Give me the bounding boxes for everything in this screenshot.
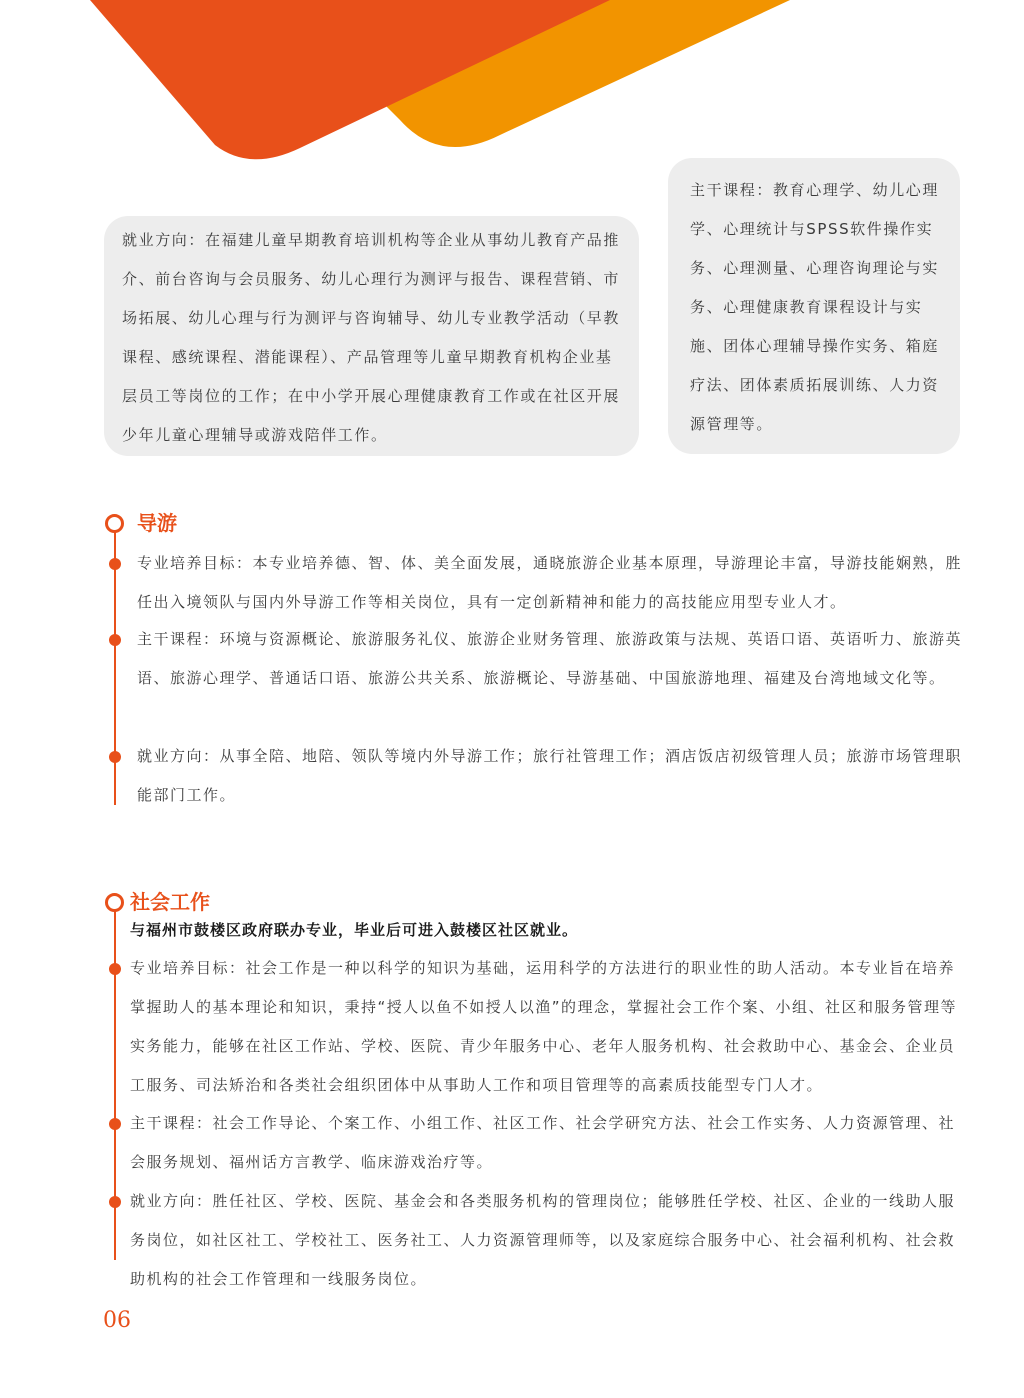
employment-direction-box bbox=[104, 216, 639, 456]
bullet-dot-icon bbox=[109, 963, 121, 975]
employment-direction-text: 就业方向：在福建儿童早期教育培训机构等企业从事幼儿教育产品推介、前台咨询与会员服务、幼儿心理行为测评与报告、课程营销、市场拓展、幼儿心理与行为测评与咨询辅导、幼儿专业教学活动（早教课程、感统课程、潜能课程）、产品管理等儿童早期教育机构企业基层员工等岗位的工作；在中小学开展心理健康教育工作或在社区开展少年儿童心理辅导或游戏陪伴工作。 bbox=[122, 231, 621, 444]
page-number: 06 bbox=[103, 1308, 131, 1333]
bullet-dot-icon bbox=[109, 558, 121, 570]
social-work-subtitle: 与福州市鼓楼区政府联办专业，毕业后可进入鼓楼区社区就业。 bbox=[130, 921, 579, 939]
social-work-ring-icon bbox=[105, 893, 124, 912]
social-work-title: 社会工作 bbox=[130, 890, 210, 914]
tour-guide-goal: 专业培养目标：本专业培养德、智、体、美全面发展，通晓旅游企业基本原理，导游理论丰富，导游技能娴熟，胜任出入境领队与国内外导游工作等相关岗位，具有一定创新精神和能力的高技能应用型专业人才。 bbox=[137, 554, 963, 611]
social-work-goal: 专业培养目标：社会工作是一种以科学的知识为基础，运用科学的方法进行的职业性的助人活动。本专业旨在培养掌握助人的基本理论和知识，秉持“授人以鱼不如授人以渔”的理念，掌握社会工作个案、小组、社区和服务管理等实务能力，能够在社区工作站、学校、医院、青少年服务中心、老年人服务机构、社会救助中心、基金会、企业员工服务、司法矫治和各类社会组织团体中从事助人工作和项目管理等的高素质技能型专门人才。 bbox=[130, 959, 958, 1094]
bullet-dot-icon bbox=[109, 1118, 121, 1130]
social-work-employment: 就业方向：胜任社区、学校、医院、基金会和各类服务机构的管理岗位；能够胜任学校、社区、企业的一线助人服务岗位，如社区社工、学校社工、医务社工、人力资源管理师等，以及家庭综合服务中心、社会福利机构、社会救助机构的社会工作管理和一线服务岗位。 bbox=[130, 1192, 956, 1288]
tour-guide-timeline bbox=[114, 530, 116, 805]
bullet-dot-icon bbox=[109, 634, 121, 646]
tour-guide-employment: 就业方向：从事全陪、地陪、领队等境内外导游工作；旅行社管理工作；酒店饭店初级管理人员；旅游市场管理职能部门工作。 bbox=[137, 747, 963, 804]
tour-guide-title: 导游 bbox=[137, 511, 177, 535]
bullet-dot-icon bbox=[109, 1196, 121, 1208]
tour-guide-ring-icon bbox=[105, 514, 124, 533]
tour-guide-courses: 主干课程：环境与资源概论、旅游服务礼仪、旅游企业财务管理、旅游政策与法规、英语口语、英语听力、旅游英语、旅游心理学、普通话口语、旅游公共关系、旅游概论、导游基础、中国旅游地理、福建及台湾地域文化等。 bbox=[137, 630, 963, 687]
core-courses-text: 主干课程：教育心理学、幼儿心理学、心理统计与SPSS软件操作实务、心理测量、心理咨询理论与实务、心理健康教育课程设计与实施、团体心理辅导操作实务、箱庭疗法、团体素质拓展训练、人力资源管理等。 bbox=[690, 181, 940, 433]
bullet-dot-icon bbox=[109, 751, 121, 763]
social-work-courses: 主干课程：社会工作导论、个案工作、小组工作、社区工作、社会学研究方法、社会工作实务、人力资源管理、社会服务规划、福州话方言教学、临床游戏治疗等。 bbox=[130, 1114, 956, 1171]
core-courses-box bbox=[668, 158, 960, 454]
